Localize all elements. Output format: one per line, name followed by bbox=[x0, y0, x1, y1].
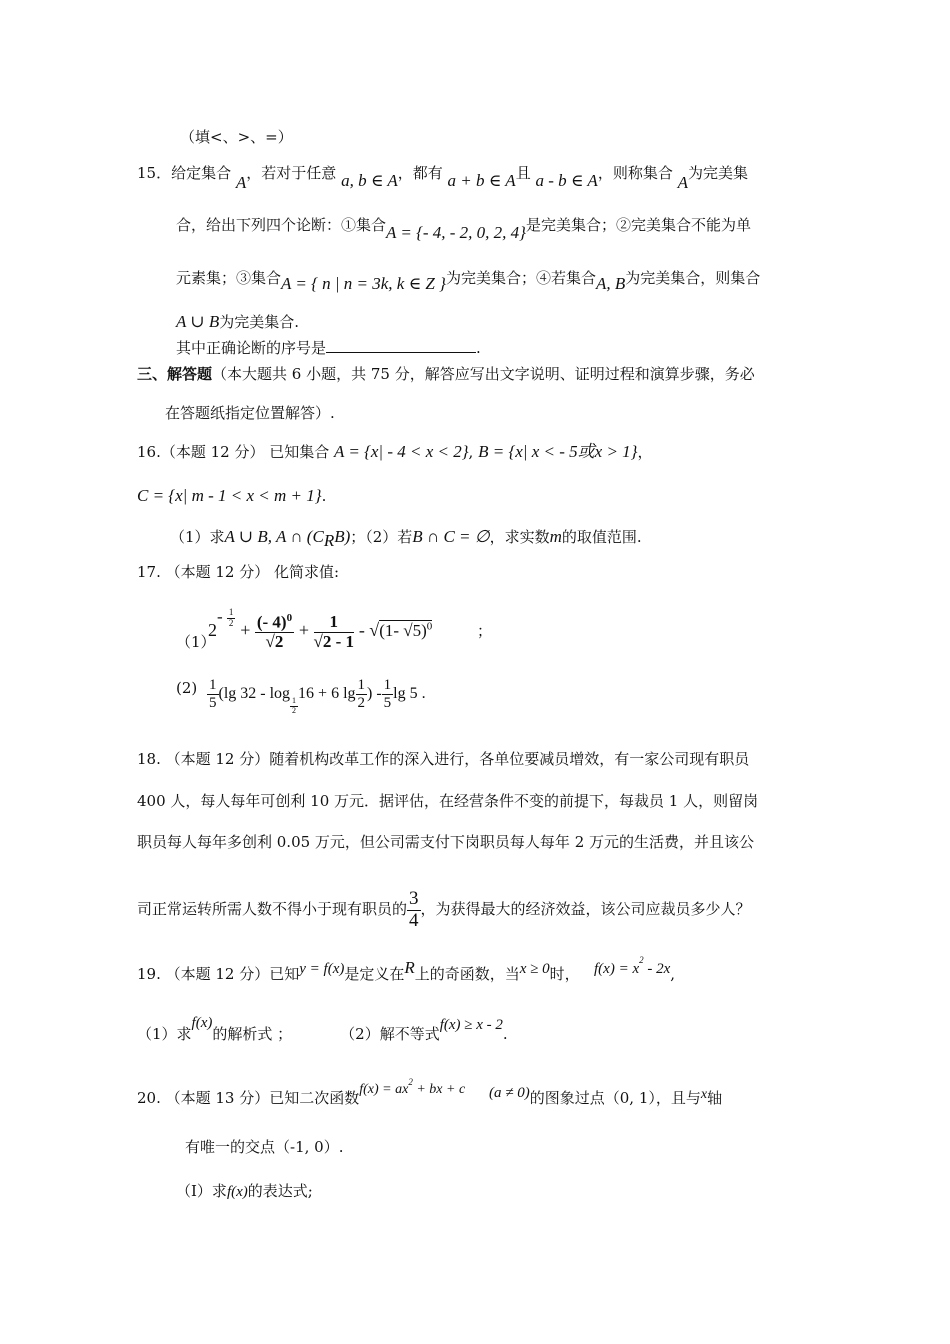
question-17-part-1-label: （1） bbox=[176, 633, 216, 651]
question-15-line-2: 合，给出下列四个论断：①集合A = {- 4, - 2, 0, 2, 4}是完美集合；②完美集合不能为单 bbox=[176, 216, 751, 242]
question-15-line-5: 其中正确论断的序号是 . bbox=[176, 339, 481, 357]
question-20-line-1: 20. （本题 13 分）已知二次函数$f(x) = ax^2$ + bx + c (a ≠ 0)的图象过点（0, 1），且与x轴 bbox=[137, 1077, 723, 1107]
expression-2: $\frac{1}{5}$ (lg 32 - log $\frac{1}{2}$ 16 + 6 lg $\frac{1}{2}$ ) - $\frac{1}{5}$ lg 5 . bbox=[209, 677, 426, 715]
answer-blank bbox=[326, 338, 476, 353]
question-18-line-4: 司正常运转所需人数不得小于现有职员的 $\frac{3}{4}$ ，为获得最大的经济效益，该公司应裁员多少人？ bbox=[137, 887, 751, 931]
expression-1: $2^{- \frac{1}{2}}$ + $\frac{(- 4)^0}{√2}$ + $\frac{1}{√2 - 1}$ - √(1- √5)$^0$ ； bbox=[208, 606, 493, 652]
question-19-line-1: 19. （本题 12 分）已知y = f(x)是定义在R上的奇函数，当x ≥ 0时， $f(x) = x^2 - 2x$, bbox=[137, 955, 676, 983]
question-18-line-2: 400 人，每人每年可创利 10 万元．据评估，在经营条件不变的前提下，每裁员 1 人，则留岗 bbox=[137, 792, 759, 810]
section-3-heading: 三、解答题（本大题共 6 小题，共 75 分，解答应写出文字说明、证明过程和演算步骤，务必 bbox=[137, 365, 755, 383]
question-16-line-1: 16.（本题 12 分） 已知集合 A = {x| - 4 < x < 2}, B = {x| x < - 5或x > 1}， bbox=[137, 442, 653, 461]
section-3-heading-cont: 在答题纸指定位置解答）. bbox=[165, 404, 335, 422]
question-19-line-2: （1）求f(x)的解析式 ； （2）解不等式f(x) ≥ x - 2. bbox=[137, 1015, 508, 1043]
question-15-line-4: A ∪ B为完美集合. bbox=[176, 312, 299, 331]
question-17-heading: 17. （本题 12 分） 化简求值: bbox=[137, 563, 340, 581]
question-20-line-2: 有唯一的交点（-1, 0）. bbox=[185, 1138, 344, 1156]
question-17-part-2-label: (2) bbox=[176, 679, 198, 697]
question-18-line-1: 18. （本题 12 分）随着机构改革工作的深入进行，各单位要减员增效，有一家公司现有职员 bbox=[137, 750, 750, 768]
question-15-line-3: 元素集；③集合A = { n | n = 3k, k ∈ Z }为完美集合；④若集合A, B为完美集合，则集合 bbox=[176, 269, 761, 293]
question-20-line-3: （Ⅰ）求f(x)的表达式; bbox=[176, 1182, 313, 1200]
fill-hint: （填<、>、=） bbox=[180, 128, 293, 146]
question-16-line-2: C = {x| m - 1 < x < m + 1}. bbox=[137, 486, 327, 505]
question-18-line-3: 职员每人每年多创利 0.05 万元，但公司需支付下岗职员每人每年 2 万元的生活费，并且该公 bbox=[137, 833, 755, 851]
question-16-line-3: （1）求A ∪ B, A ∩ $(C_RB)$；（2）若B ∩ C = ∅，求实数m的取值范围. bbox=[170, 527, 642, 550]
question-15-line-1: 15．给定集合 A，若对于任意 a, b ∈ A，都有 a + b ∈ A且 a - b ∈ A，则称集合 A为完美集 bbox=[137, 164, 749, 192]
